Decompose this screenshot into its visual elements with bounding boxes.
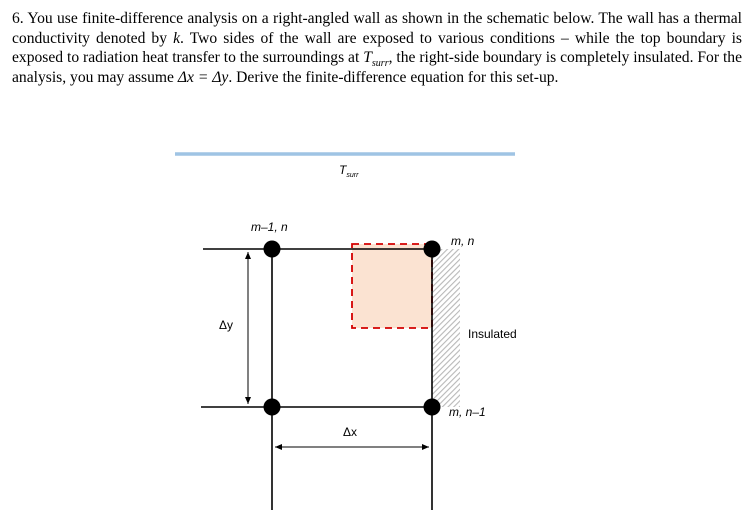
node-m-n-minus-1	[424, 399, 441, 416]
conductivity-symbol: k	[173, 29, 181, 47]
insulation-hatch	[432, 249, 460, 407]
label-m-n-minus-1: m, n–1	[449, 405, 486, 419]
question-part-2: . Two sides of the wall are exposed to various conditions – while the top boundary is exposed to radiation heat transfer to the surroundings at	[12, 29, 742, 67]
dy-label: Δy	[219, 318, 234, 332]
control-volume	[352, 244, 432, 328]
label-m-minus-1-n: m–1, n	[251, 220, 288, 234]
insulated-label: Insulated	[468, 327, 517, 341]
question-part-1: 6. You use finite-difference analysis on a right-angled wall as shown in the schematic below. The wall has a thermal conductivity denoted by	[12, 10, 742, 47]
tsurr-label: $T_{surr}$	[339, 163, 359, 179]
assumption-equation: Δx = Δy	[177, 68, 229, 86]
tsurr-symbol: $T_{surr}$	[363, 49, 389, 70]
dx-label: Δx	[343, 425, 358, 439]
node-bottom-left	[264, 399, 281, 416]
label-m-n: m, n	[451, 234, 475, 248]
question-part-4: . Derive the finite-difference equation for this set-up.	[228, 68, 559, 86]
node-m-minus-1-n	[264, 241, 281, 258]
question-part-3: , the right-side boundary is completely insulated. For the analysis, you may assume	[12, 49, 742, 86]
node-m-n	[424, 241, 441, 258]
